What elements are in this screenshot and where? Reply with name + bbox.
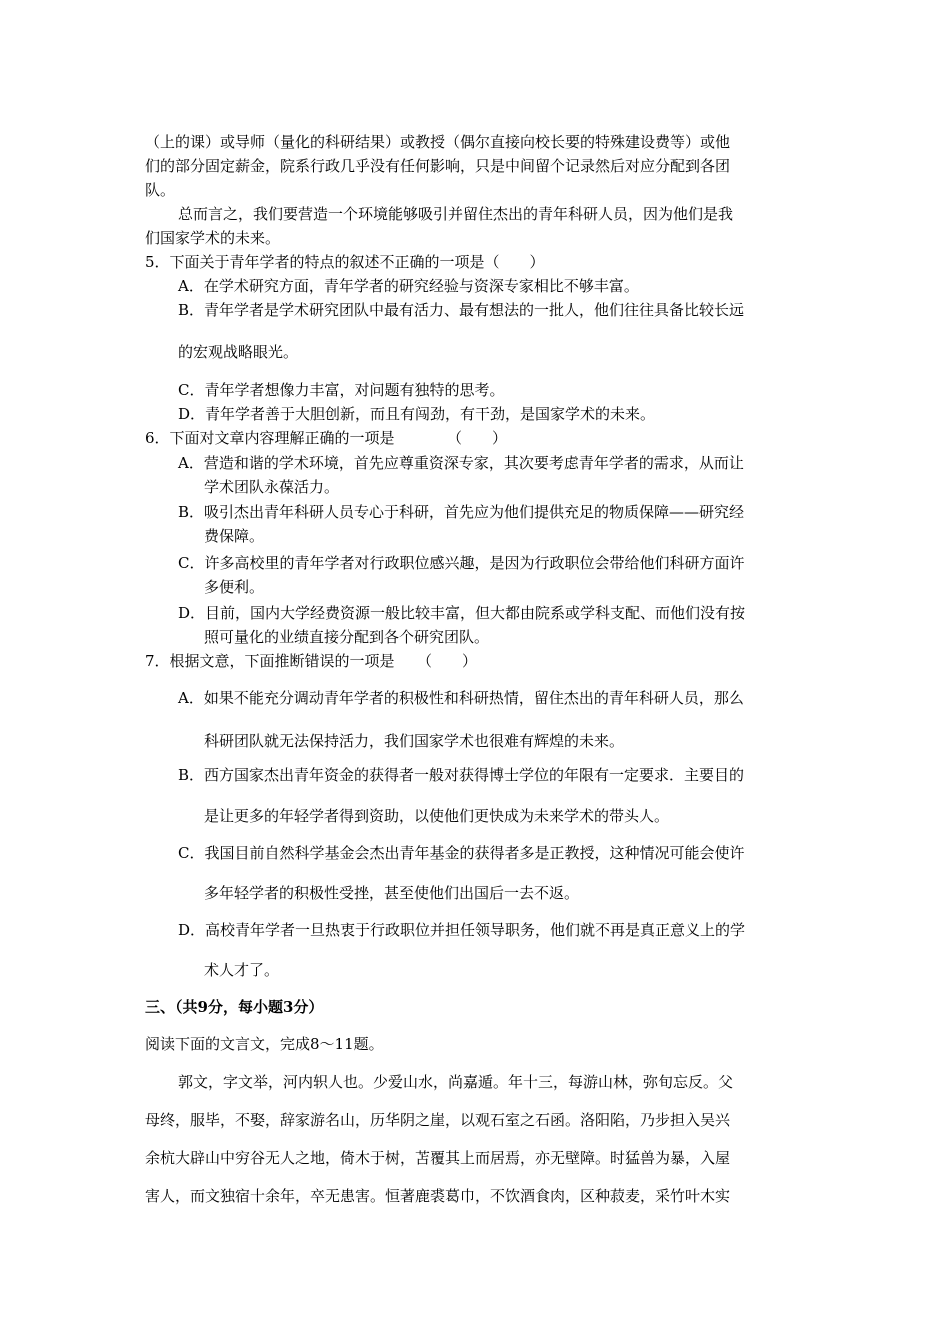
question-5-option-b-cont: 的宏观战略眼光。 (178, 343, 299, 361)
question-6-option-a-cont: 学术团队永葆活力。 (204, 478, 340, 496)
question-7-option-a-cont: 科研团队就无法保持活力，我们国家学术也很难有辉煌的未来。 (204, 732, 625, 750)
passage-line: 母终，服毕，不娶，辞家游名山，历华阴之崖，以观石室之石函。洛阳陷，乃步担入吴兴 (145, 1111, 731, 1129)
question-6-option-c-cont: 多便利。 (204, 578, 265, 596)
question-6-option-a: A．营造和谐的学术环境，首先应尊重资深专家，其次要考虑青年学者的需求，从而让 (178, 454, 744, 472)
conclusion-line: 们国家学术的未来。 (145, 229, 281, 247)
section-3-heading: 三、（共9分，每小题3分） (145, 998, 324, 1016)
question-7-option-d-cont: 术人才了。 (204, 961, 280, 979)
question-6-option-b-cont: 费保障。 (204, 527, 265, 545)
question-7-option-d: D．高校青年学者一旦热衷于行政职位并担任领导职务，他们就不再是真正意义上的学 (178, 921, 746, 939)
passage-line: 害人，而文独宿十余年，卒无患害。恒著鹿裘葛巾，不饮酒食肉，区种菽麦，采竹叶木实 (145, 1187, 731, 1205)
section-3-instruction: 阅读下面的文言文，完成8～11题。 (145, 1035, 384, 1053)
question-5-option-b: B．青年学者是学术研究团队中最有活力、最有想法的一批人，他们往往具备比较长远 (178, 301, 745, 319)
question-7-option-b-cont: 是让更多的年轻学者得到资助，以使他们更快成为未来学术的带头人。 (204, 807, 670, 825)
question-6-stem: 6．下面对文章内容理解正确的一项是 （ ） (145, 429, 508, 447)
question-5-option-c: C．青年学者想像力丰富，对问题有独特的思考。 (178, 381, 505, 399)
question-5-stem: 5．下面关于青年学者的特点的叙述不正确的一项是（ ） (145, 253, 545, 271)
intro-line: 们的部分固定薪金，院系行政几乎没有任何影响，只是中间留个记录然后对应分配到各团 (145, 157, 731, 175)
conclusion-line: 总而言之，我们要营造一个环境能够吸引并留住杰出的青年科研人员，因为他们是我 (178, 205, 734, 223)
question-5-option-d: D．青年学者善于大胆创新，而且有闯劲，有干劲，是国家学术的未来。 (178, 405, 656, 423)
question-7-option-c-cont: 多年轻学者的积极性受挫，甚至使他们出国后一去不返。 (204, 884, 580, 902)
question-6-option-c: C．许多高校里的青年学者对行政职位感兴趣，是因为行政职位会带给他们科研方面许 (178, 554, 745, 572)
question-5-option-a: A．在学术研究方面，青年学者的研究经验与资深专家相比不够丰富。 (178, 277, 639, 295)
intro-line: （上的课）或导师（量化的科研结果）或教授（偶尔直接向校长要的特殊建设费等）或他 (145, 133, 731, 151)
question-7-option-b: B．西方国家杰出青年资金的获得者一般对获得博士学位的年限有一定要求．主要目的 (178, 766, 745, 784)
question-7-stem: 7．根据文意，下面推断错误的一项是 （ ） (145, 652, 478, 670)
passage-line: 余杭大辟山中穷谷无人之地，倚木于树，苫覆其上而居焉，亦无壁障。时猛兽为暴，入屋 (145, 1149, 731, 1167)
question-7-option-c: C．我国目前自然科学基金会杰出青年基金的获得者多是正教授，这种情况可能会使许 (178, 844, 745, 862)
passage-line: 郭文，字文举，河内轵人也。少爱山水，尚嘉遁。年十三，每游山林，弥旬忘反。父 (178, 1073, 734, 1091)
intro-line: 队。 (145, 181, 176, 199)
question-6-option-d: D．目前，国内大学经费资源一般比较丰富，但大都由院系或学科支配、而他们没有按 (178, 604, 746, 622)
question-7-option-a: A．如果不能充分调动青年学者的积极性和科研热情，留住杰出的青年科研人员，那么 (178, 689, 744, 707)
question-6-option-b: B．吸引杰出青年科研人员专心于科研，首先应为他们提供充足的物质保障——研究经 (178, 503, 745, 521)
question-6-option-d-cont: 照可量化的业绩直接分配到各个研究团队。 (204, 628, 490, 646)
